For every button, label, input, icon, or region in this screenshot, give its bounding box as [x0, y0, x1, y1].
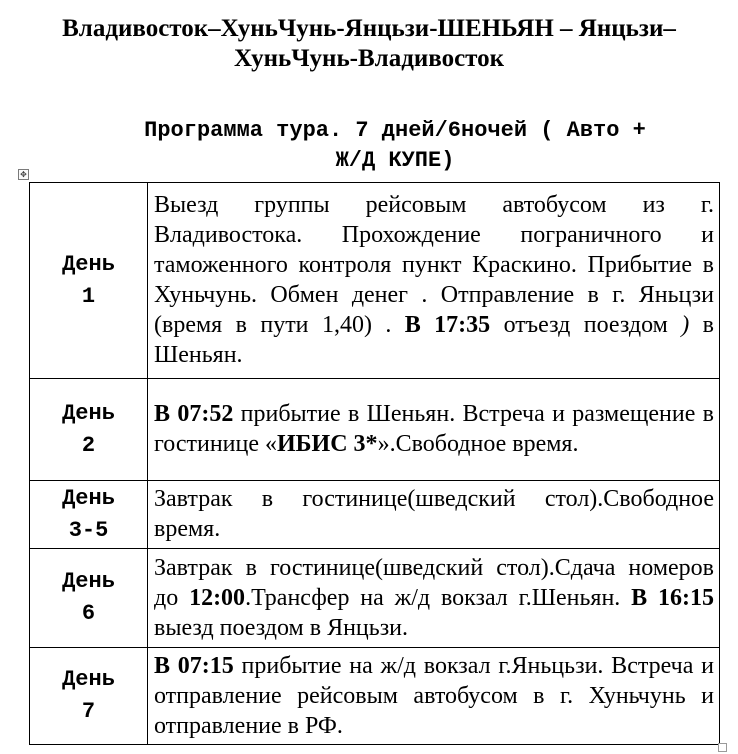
- subtitle-line-2: Ж/Д КУПЕ): [335, 148, 455, 173]
- day-label: День: [62, 400, 115, 426]
- table-row-day-7: [30, 648, 720, 745]
- day-cell: [30, 379, 148, 481]
- program-table: [29, 182, 720, 745]
- title-line-1: Владивосток–ХуньЧунь-Янцьзи-ШЕНЬЯН – Янцьзи–: [62, 15, 676, 42]
- table-row-day-2: [30, 379, 720, 481]
- day-label: День: [62, 251, 115, 277]
- day-description: [148, 549, 720, 648]
- description-text: прибытие на ж/д вокзал г.Яньцьзи. Встреча и отправление рейсовым автобусом в г. Хуньчунь и отправление в РФ.: [154, 652, 715, 739]
- day-number: 3-5: [68, 517, 109, 543]
- day-number: 2: [81, 432, 96, 458]
- day-number: 7: [81, 699, 96, 724]
- day-label: День: [62, 667, 115, 692]
- hotel-name: ИБИС 3*: [277, 431, 378, 457]
- description-text: ».Свободное время.: [377, 431, 579, 457]
- title-line-2: ХуньЧунь-Владивосток: [233, 45, 505, 72]
- table-move-handle-icon[interactable]: ✥: [18, 169, 29, 180]
- day-description: [148, 379, 720, 481]
- description-text: Завтрак в гостинице(шведский стол).Свободное время.: [154, 486, 714, 542]
- checkout-time: 12:00: [189, 584, 246, 611]
- day-label: День: [62, 569, 115, 594]
- day-number: 6: [81, 601, 96, 626]
- description-text: выезд поездом в Янцьзи.: [154, 614, 409, 641]
- subtitle-line-1: Программа тура. 7 дней/6ночей ( Авто +: [144, 118, 646, 143]
- day-cell: [30, 183, 148, 379]
- departure-time: В 17:35: [404, 312, 491, 338]
- description-text: отъезд поездом: [490, 312, 682, 338]
- description-text: в Шеньян.: [154, 312, 715, 368]
- description-text: прибытие в Шеньян. Встреча и размещение в гостинице «: [154, 401, 714, 457]
- day-number: 1: [81, 283, 96, 309]
- table-resize-handle[interactable]: [718, 743, 727, 752]
- description-text: ): [681, 312, 690, 338]
- day-label: День: [62, 485, 115, 511]
- table-row-day-6: [30, 549, 720, 648]
- arrival-time: В 07:15: [154, 652, 234, 679]
- day-cell: [30, 481, 148, 549]
- table-row-day-1: [30, 183, 720, 379]
- document-title: [0, 14, 738, 74]
- program-subtitle: [40, 116, 738, 176]
- day-description: [148, 183, 720, 379]
- day-cell: [30, 648, 148, 745]
- day-cell: [30, 549, 148, 648]
- day-description: [148, 481, 720, 549]
- description-text: .Трансфер на ж/д вокзал г.Шеньян.: [245, 584, 632, 611]
- arrival-time: В 07:52: [154, 401, 234, 427]
- description-text: Завтрак в гостинице(шведский стол).Сдача номеров до: [154, 554, 714, 611]
- table-row-day-3-5: [30, 481, 720, 549]
- departure-time: В 16:15: [631, 584, 715, 611]
- day-description: [148, 648, 720, 745]
- description-text: Выезд группы рейсовым автобусом из г. Владивостока. Прохождение пограничного и таможенного контроля пункт Краскино. Прибытие в Хуньчунь. Обмен денег . Отправление в г. Яньцзи (время в пути 1,40) .: [154, 192, 714, 338]
